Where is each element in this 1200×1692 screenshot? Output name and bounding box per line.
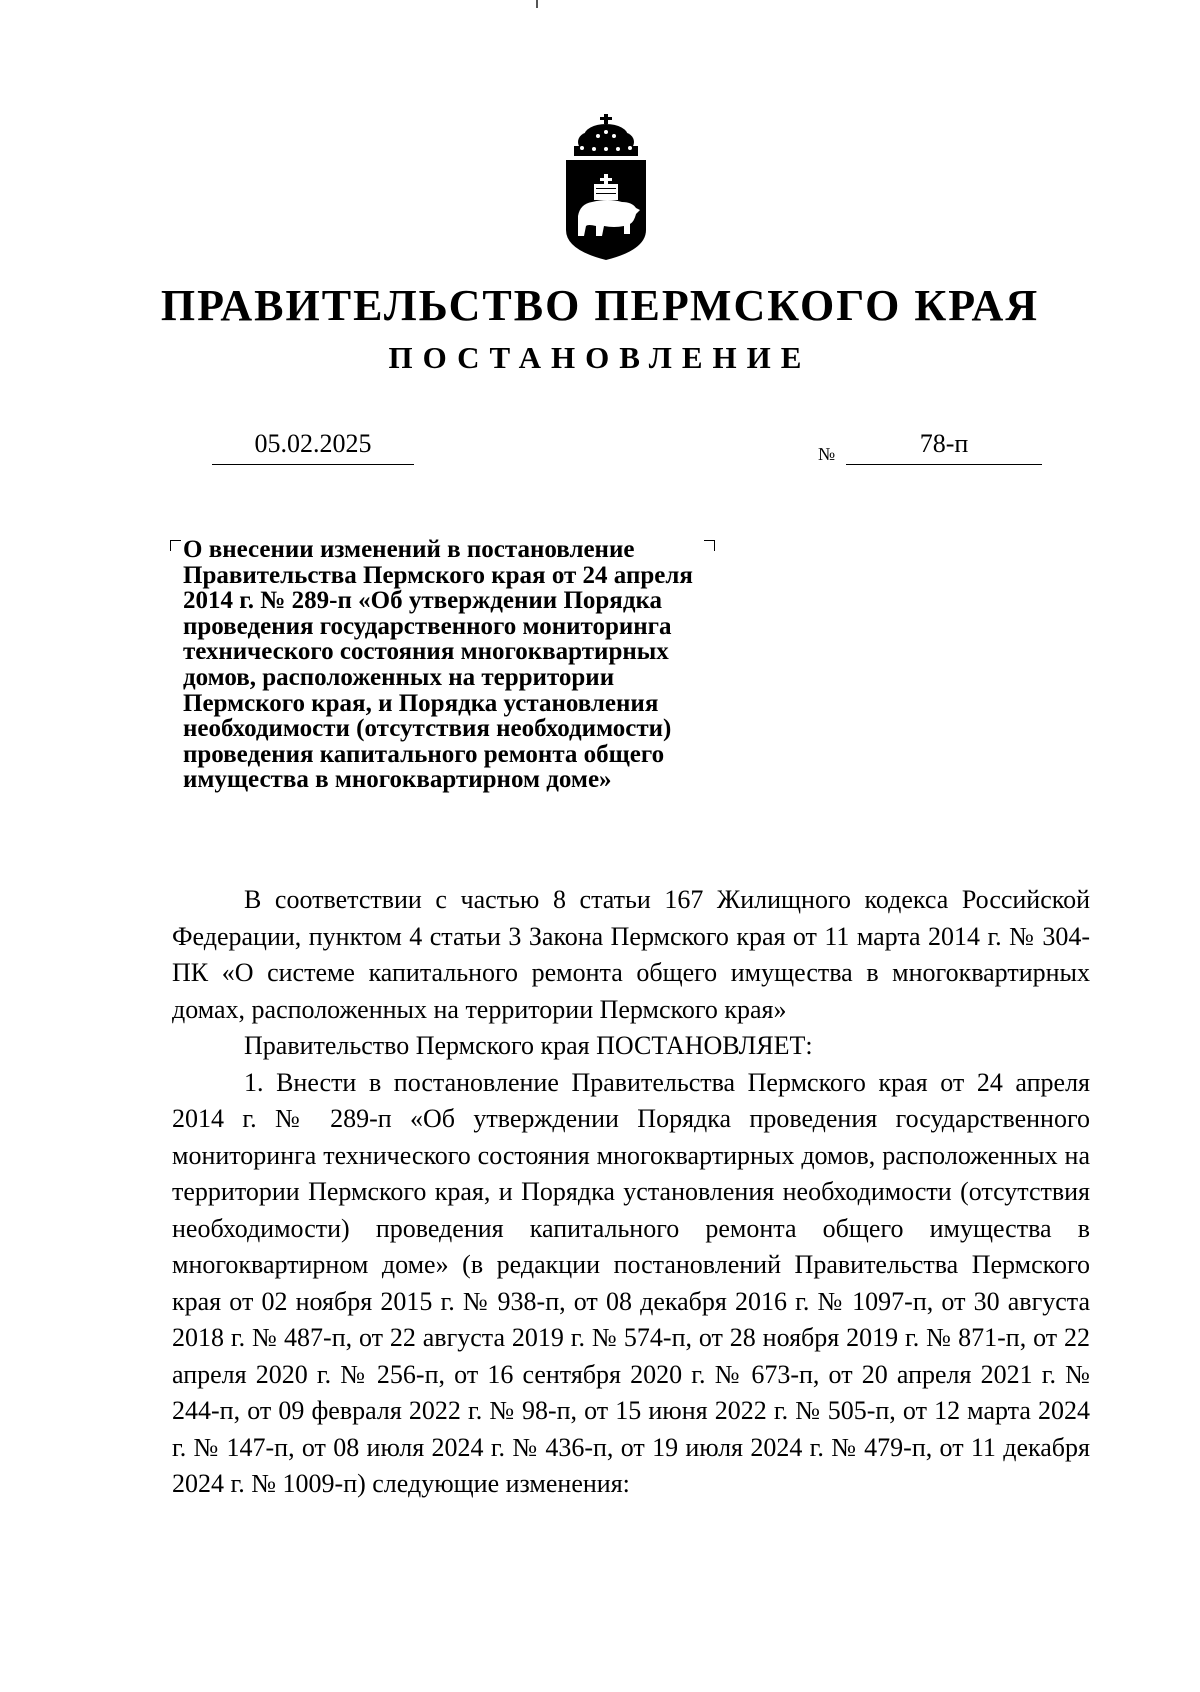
perm-krai-coat-of-arms-icon [558,112,654,262]
subject-line: имущества в многоквартирном доме» [183,766,612,794]
subject-bracket-left [170,540,181,551]
subject-line: 2014 г. № 289-п «Об утверждении Порядка [183,587,662,615]
document-date: 05.02.2025 [212,424,414,465]
subject-line: проведения капитального ремонта общего [183,740,665,768]
preamble-paragraph: В соответствии с частью 8 статьи 167 Жилищного кодекса Российской Федерации, пунктом 4 статьи 3 Закона Пермского края от 11 марта 2014 г. № 304-ПК «О системе капитального ремонта общего имущества в многоквартирных домах, расположенных на территории Пермского края» [172,885,1090,1024]
document-subject [183,537,783,793]
number-label: № [818,444,836,464]
clause-1-paragraph: 1. Внести в постановление Правительства Пермского края от 24 апреля 2014 г. № 289-п «Об утверждении Порядка проведения государственного мониторинга технического состояния многоквартирных домов, расположенных на территории Пермского края, и Порядка установления необходимости (отсутствия необходимости) проведения капитального ремонта общего имущества в многоквартирном доме» (в редакции постановлений Правительства Пермского края от 02 ноября 2015 г. № 938-п, от 08 декабря 2016 г. № 1097-п, от 30 августа 2018 г. № 487-п, от 22 августа 2019 г. № 574-п, от 28 ноября 2019 г. № 871-п, от 22 апреля 2020 г. № 256-п, от 16 сентября 2020 г. № 673-п, от 20 апреля 2021 г. № 244-п, от 09 февраля 2022 г. № 98-п, от 15 июня 2022 г. № 505-п, от 12 марта 2024 г. № 147-п, от 08 июля 2024 г. № 436-п, от 19 июля 2024 г. № 479-п, от 11 декабря 2024 г. № 1009-п) следующие изменения: [172,1067,1090,1498]
subject-line: технического состояния многоквартирных [183,638,669,666]
resolution-paragraph: Правительство Пермского края ПОСТАНОВЛЯЕТ: [244,1031,813,1060]
document-type: ПОСТАНОВЛЕНИЕ [388,340,812,375]
document-number: 78-п [846,424,1042,465]
subject-line: Пермского края, и Порядка установления [183,689,659,717]
subject-line: Правительства Пермского края от 24 апреля [183,561,693,589]
organization-title: ПРАВИТЕЛЬСТВО ПЕРМСКОГО КРАЯ [160,281,1040,330]
subject-line: необходимости (отсутствия необходимости) [183,715,672,743]
document-body [172,882,1090,1503]
subject-line: проведения государственного мониторинга [183,612,672,640]
subject-line: О внесении изменений в постановление [183,536,635,563]
scan-mark [536,0,538,8]
subject-line: домов, расположенных на территории [183,663,615,691]
